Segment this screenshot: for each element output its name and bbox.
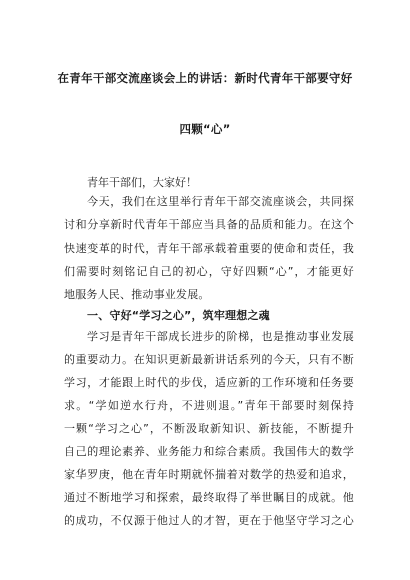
document-title-line2: 四颗“心” bbox=[179, 122, 231, 136]
paragraph1-line: 地服务人民、推动事业发展。 bbox=[64, 288, 210, 301]
paragraph2-line: 学习，才能跟上时代的步伐，适应新的工作环境和任务要 bbox=[64, 376, 354, 389]
paragraph1-line: 今天，我们在这里举行青年干部交流座谈会，共同探 bbox=[87, 195, 354, 208]
paragraph2-line: 家华罗庚，他在青年时期就怀揣着对数学的热爱和追求， bbox=[64, 468, 354, 481]
paragraph2-line: 自己的理论素养、业务能力和综合素质。我国伟大的数学 bbox=[64, 445, 354, 458]
paragraph2-line: 一颗“学习之心”，不断汲取新知识、新技能，不断提升 bbox=[64, 422, 354, 435]
section-heading-1: 一、守好“学习之心”，筑牢理想之魂 bbox=[87, 309, 270, 322]
paragraph2-line: 学习是青年干部成长进步的阶梯，也是推动事业发展 bbox=[87, 330, 354, 343]
paragraph1-line: 讨和分享新时代青年干部应当具备的品质和能力。在这个 bbox=[64, 218, 354, 231]
paragraph2-line: 求。“学如逆水行舟，不进则退。”青年干部要时刻保持 bbox=[64, 399, 354, 412]
paragraph1-line: 们需要时刻铭记自己的初心，守好四颗“心”，才能更好 bbox=[64, 265, 354, 278]
paragraph2-line: 的重要动力。在知识更新最新讲话系列的今天，只有不断 bbox=[64, 353, 354, 366]
paragraph1-line: 快速变革的时代，青年干部承载着重要的使命和责任，我 bbox=[64, 242, 354, 255]
greeting: 青年干部们，大家好！ bbox=[87, 176, 197, 189]
paragraph2-line: 的成功，不仅源于他过人的才智，更在于他坚守学习之心 bbox=[64, 514, 354, 527]
paragraph2-line: 通过不断地学习和探索，最终取得了举世瞩目的成就。他 bbox=[64, 491, 354, 504]
document-title-line1: 在青年干部交流座谈会上的讲话：新时代青年干部要守好 bbox=[57, 71, 353, 85]
